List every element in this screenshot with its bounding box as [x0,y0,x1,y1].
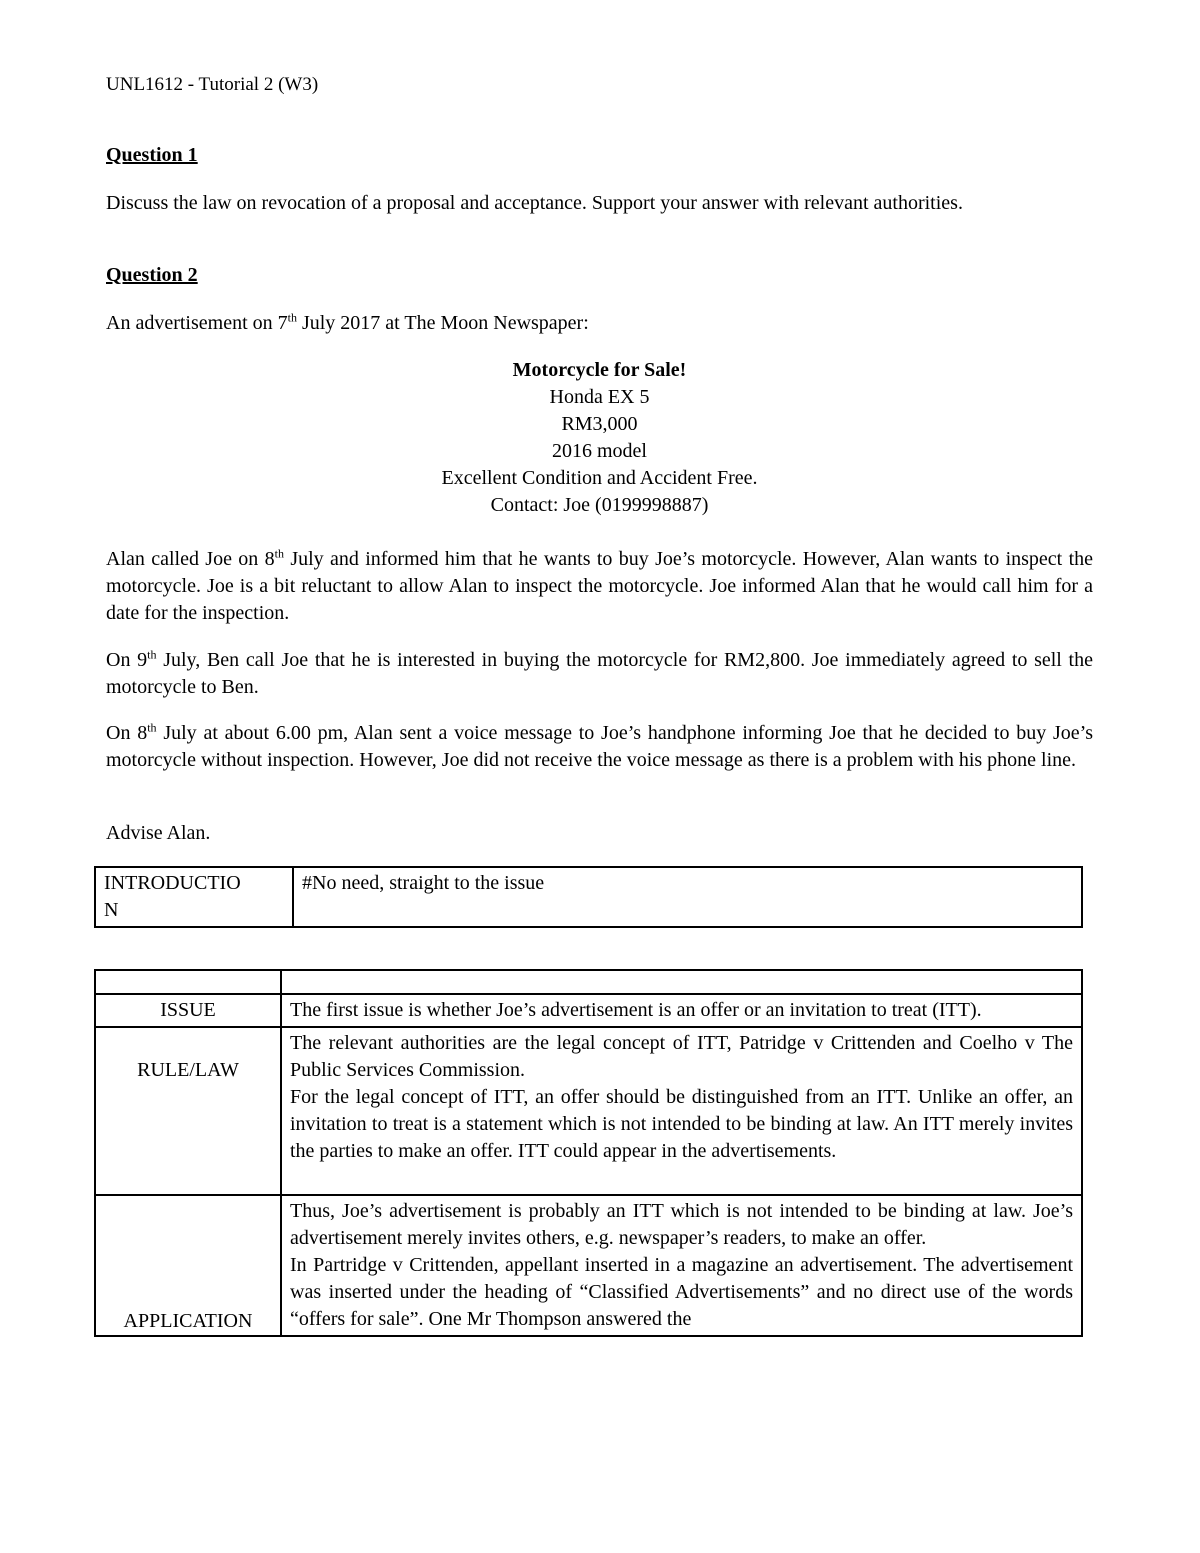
introduction-label: INTRODUCTIO N [95,867,293,927]
ad-line: Excellent Condition and Accident Free. [441,467,758,489]
irac-table [94,969,1083,1337]
ad-line: RM3,000 [561,413,638,435]
question-2-heading: Question 2 [106,264,198,286]
rule-label: RULE/LAW [95,1027,281,1195]
empty-cell [95,970,281,994]
introduction-table [94,866,1083,928]
question-1-text: Discuss the law on revocation of a proposal and acceptance. Support your answer with relevant authorities. [106,192,963,214]
paragraph-ben-call: On 9th July, Ben call Joe that he is interested in buying the motorcycle for RM2,800. Joe immediately agreed to sell the motorcycle to Ben. [106,647,1093,698]
issue-label: ISSUE [95,994,281,1027]
empty-cell [281,970,1082,994]
question-2-intro: An advertisement on 7th July 2017 at The Moon Newspaper: [106,310,589,334]
paragraph-alan-call: Alan called Joe on 8th July and informed him that he wants to buy Joe’s motorcycle. However, Alan wants to inspect the motorcycle. Joe is a bit reluctant to allow Alan to inspect the motorcycle. Joe informed Alan that he would call him for a date for the inspection. [106,546,1093,624]
table-row [95,970,1082,994]
advertisement [106,357,1093,519]
table-row [95,994,1082,1027]
issue-text: The first issue is whether Joe’s advertisement is an offer or an invitation to treat (ITT). [281,994,1082,1027]
ad-line: 2016 model [552,440,647,462]
rule-text: The relevant authorities are the legal concept of ITT, Patridge v Crittenden and Coelho v The Public Services Commission. For the legal concept of ITT, an offer should be distinguished from an ITT. Unlike an offer, an invitation to treat is a statement which is not intended to be binding at law. An ITT merely invites the parties to make an offer. ITT could appear in the advertisements. [281,1027,1082,1195]
ad-line: Honda EX 5 [549,386,650,408]
table-row [95,1027,1082,1195]
paragraph-voice-message: On 8th July at about 6.00 pm, Alan sent a voice message to Joe’s handphone informing Joe that he decided to buy Joe’s motorcycle without inspection. However, Joe did not receive the voice message as there is a problem with his phone line. [106,720,1093,771]
application-text: Thus, Joe’s advertisement is probably an ITT which is not intended to be binding at law. Joe’s advertisement merely invites others, e.g. newspaper’s readers, to make an offer. In Partridge v Crittenden, appellant inserted in a magazine an advertisement. The advertisement was inserted under the heading of “Classified Advertisements” and no direct use of the words “offers for sale”. One Mr Thompson answered the [281,1195,1082,1336]
introduction-content: #No need, straight to the issue [293,867,1082,927]
ad-title: Motorcycle for Sale! [512,359,687,381]
page-header: UNL1612 - Tutorial 2 (W3) [106,74,319,95]
table-row [95,1195,1082,1336]
table-row [95,867,1082,927]
question-1-heading: Question 1 [106,144,198,166]
advise-line: Advise Alan. [106,822,211,844]
ad-line: Contact: Joe (0199998887) [490,494,709,516]
application-label: APPLICATION [95,1195,281,1336]
